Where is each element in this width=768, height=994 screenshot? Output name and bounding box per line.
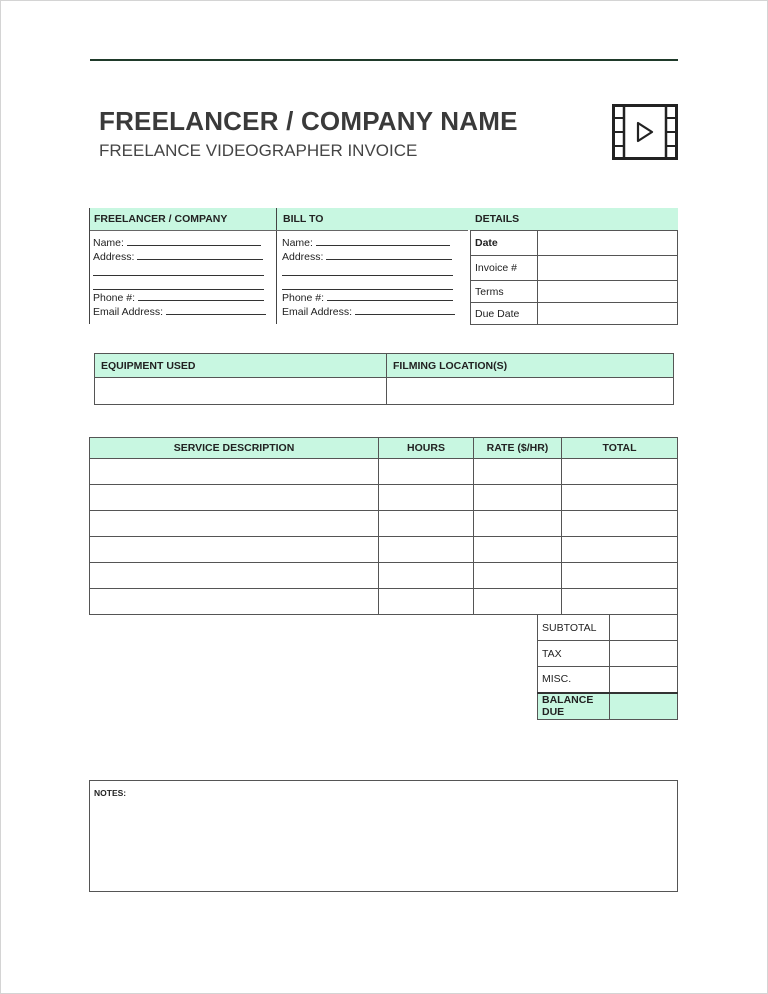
table-row: [538, 693, 678, 720]
bill-to-header: BILL TO: [283, 213, 324, 225]
rate-cell[interactable]: [474, 563, 562, 589]
details-table: [470, 230, 678, 325]
service-description-header: SERVICE DESCRIPTION: [90, 438, 379, 459]
services-table: [89, 437, 678, 615]
total-cell[interactable]: [562, 563, 678, 589]
subtotal-value[interactable]: [610, 615, 678, 641]
equipment-input[interactable]: [95, 378, 387, 405]
film-play-icon: [612, 104, 678, 160]
rate-cell[interactable]: [474, 537, 562, 563]
notes-label: NOTES:: [94, 788, 127, 798]
location-header: FILMING LOCATION(S): [387, 354, 674, 378]
table-row: [90, 563, 678, 589]
table-row: [90, 537, 678, 563]
hours-cell[interactable]: [379, 485, 474, 511]
invoice-number-input[interactable]: [538, 256, 678, 281]
table-row: [95, 378, 674, 405]
location-input[interactable]: [387, 378, 674, 405]
due-date-label: Due Date: [471, 303, 538, 325]
table-row: [90, 459, 678, 485]
freelancer-address-field[interactable]: Address:: [93, 251, 263, 263]
bill-to-address-field[interactable]: Address:: [282, 251, 452, 263]
invoice-number-label: Invoice #: [471, 256, 538, 281]
due-date-input[interactable]: [538, 303, 678, 325]
service-description-cell[interactable]: [90, 511, 379, 537]
company-name: FREELANCER / COMPANY NAME: [99, 106, 518, 136]
rate-cell[interactable]: [474, 459, 562, 485]
equipment-table: [94, 353, 674, 405]
table-row: [471, 281, 678, 303]
freelancer-name-field[interactable]: Name:: [93, 237, 261, 249]
divider: [276, 208, 277, 324]
table-row: [90, 485, 678, 511]
total-cell[interactable]: [562, 537, 678, 563]
rate-cell[interactable]: [474, 485, 562, 511]
service-description-cell[interactable]: [90, 563, 379, 589]
misc-value[interactable]: [610, 667, 678, 693]
balance-due-label: BALANCE DUE: [538, 693, 610, 720]
service-description-cell[interactable]: [90, 589, 379, 615]
details-header: DETAILS: [475, 213, 520, 225]
table-row: [471, 256, 678, 281]
table-row: [90, 511, 678, 537]
hours-cell[interactable]: [379, 537, 474, 563]
total-cell[interactable]: [562, 485, 678, 511]
table-row: [95, 354, 674, 378]
bill-to-address-line[interactable]: [282, 289, 453, 290]
totals-table: [537, 614, 678, 720]
date-input[interactable]: [538, 231, 678, 256]
total-cell[interactable]: [562, 459, 678, 485]
terms-label: Terms: [471, 281, 538, 303]
rate-cell[interactable]: [474, 511, 562, 537]
rate-header: RATE ($/HR): [474, 438, 562, 459]
subtotal-label: SUBTOTAL: [538, 615, 610, 641]
bill-to-email-field[interactable]: Email Address:: [282, 306, 455, 318]
terms-input[interactable]: [538, 281, 678, 303]
hours-cell[interactable]: [379, 589, 474, 615]
table-row: [90, 589, 678, 615]
service-description-cell[interactable]: [90, 537, 379, 563]
equipment-header: EQUIPMENT USED: [95, 354, 387, 378]
freelancer-header: FREELANCER / COMPANY: [94, 213, 228, 225]
table-row: [471, 303, 678, 325]
invoice-title: FREELANCE VIDEOGRAPHER INVOICE: [99, 141, 418, 160]
total-cell[interactable]: [562, 589, 678, 615]
divider: [89, 208, 90, 324]
divider: [90, 230, 468, 231]
balance-due-value[interactable]: [610, 693, 678, 720]
table-row: [471, 231, 678, 256]
total-cell[interactable]: [562, 511, 678, 537]
bill-to-phone-field[interactable]: Phone #:: [282, 292, 453, 304]
hours-header: HOURS: [379, 438, 474, 459]
bill-to-address-line[interactable]: [282, 275, 453, 276]
top-rule: [90, 59, 678, 61]
freelancer-phone-field[interactable]: Phone #:: [93, 292, 264, 304]
date-label: Date: [471, 231, 538, 256]
bill-to-name-field[interactable]: Name:: [282, 237, 450, 249]
rate-cell[interactable]: [474, 589, 562, 615]
hours-cell[interactable]: [379, 511, 474, 537]
freelancer-address-line[interactable]: [93, 275, 264, 276]
freelancer-email-field[interactable]: Email Address:: [93, 306, 266, 318]
misc-label: MISC.: [538, 667, 610, 693]
hours-cell[interactable]: [379, 563, 474, 589]
tax-label: TAX: [538, 641, 610, 667]
table-row: [538, 615, 678, 641]
hours-cell[interactable]: [379, 459, 474, 485]
tax-value[interactable]: [610, 641, 678, 667]
freelancer-address-line[interactable]: [93, 289, 264, 290]
table-row: [538, 667, 678, 693]
service-description-cell[interactable]: [90, 459, 379, 485]
service-description-cell[interactable]: [90, 485, 379, 511]
table-row: [538, 641, 678, 667]
notes-box[interactable]: [89, 780, 678, 892]
table-row: [90, 438, 678, 459]
total-header: TOTAL: [562, 438, 678, 459]
